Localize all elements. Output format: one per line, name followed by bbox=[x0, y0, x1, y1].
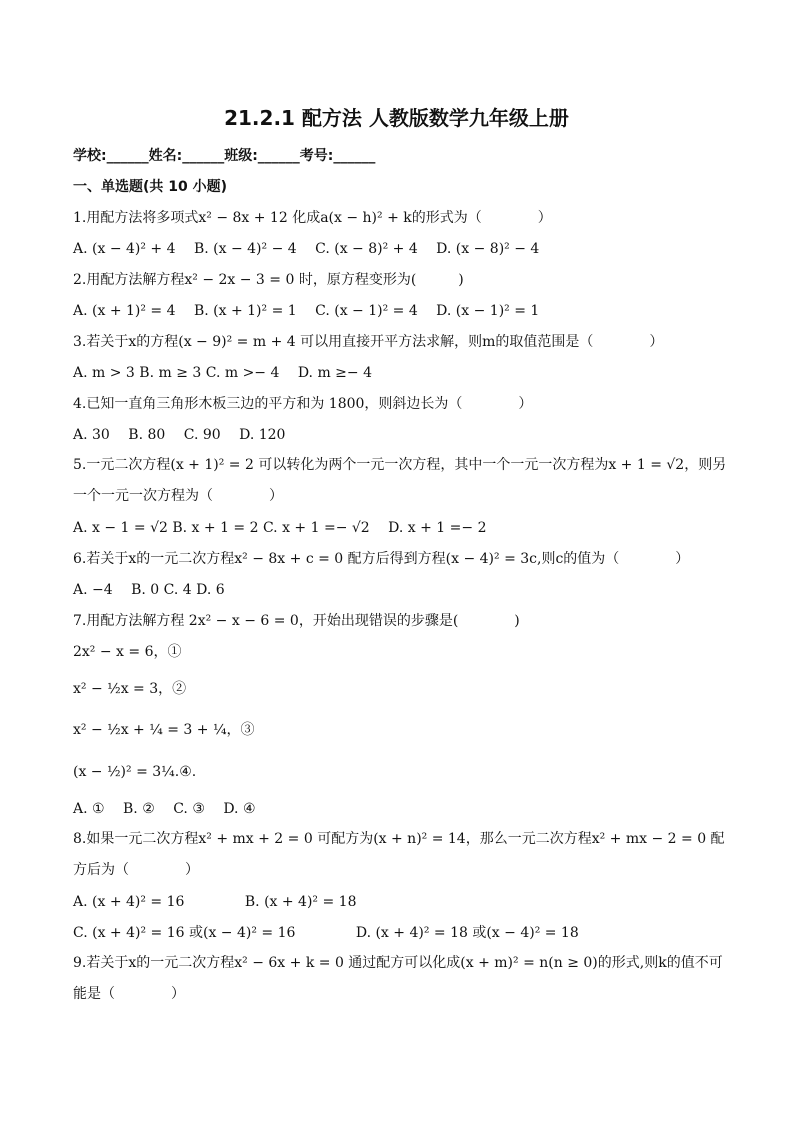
question-4-options: A. 30 B. 80 C. 90 D. 120 bbox=[73, 427, 286, 443]
question-7-step-2: x² − ½x = 3，② bbox=[73, 681, 187, 697]
question-6-options: A. −4 B. 0 C. 4 D. 6 bbox=[73, 582, 225, 598]
question-2-options: A. (x + 1)² = 4 B. (x + 1)² = 1 C. (x − 1)² = 4 D. (x − 1)² = 1 bbox=[73, 303, 540, 319]
question-8-options-row-2: C. (x + 4)² = 16 或(x − 4)² = 16 D. (x + 4)² = 18 或(x − 4)² = 18 bbox=[73, 925, 579, 941]
page-title: 21.2.1 配方法 人教版数学九年级上册 bbox=[224, 106, 569, 130]
question-8-options-row-1: A. (x + 4)² = 16 B. (x + 4)² = 18 bbox=[73, 894, 357, 910]
question-1-options: A. (x − 4)² + 4 B. (x − 4)² − 4 C. (x − 8)² + 4 D. (x − 8)² − 4 bbox=[73, 241, 540, 257]
student-info-line: 学校:______姓名:______班级:______考号:______ bbox=[73, 148, 376, 164]
question-7-options: A. ① B. ② C. ③ D. ④ bbox=[73, 801, 256, 817]
question-5-stem: 5.一元二次方程(x + 1)² = 2 可以转化为两个一元一次方程，其中一个一元一次方程为x + 1 = √2，则另一个一元一次方程为（ ） bbox=[73, 457, 727, 504]
question-7-stem: 7.用配方法解方程 2x² − x − 6 = 0，开始出现错误的步骤是( ) bbox=[73, 613, 520, 629]
section-heading: 一、单选题(共 10 小题) bbox=[73, 179, 228, 195]
question-1-stem: 1.用配方法将多项式x² − 8x + 12 化成a(x − h)² + k的形式为（ ） bbox=[73, 210, 552, 226]
question-3-options: A. m > 3 B. m ≥ 3 C. m >− 4 D. m ≥− 4 bbox=[73, 365, 373, 381]
question-4-stem: 4.已知一直角三角形木板三边的平方和为 1800，则斜边长为（ ） bbox=[73, 396, 533, 412]
question-9-stem: 9.若关于x的一元二次方程x² − 6x + k = 0 通过配方可以化成(x + m)² = n(n ≥ 0)的形式,则k的值不可能是（ ） bbox=[73, 955, 723, 1002]
question-7-step-1: 2x² − x = 6，① bbox=[73, 644, 182, 660]
question-2-stem: 2.用配方法解方程x² − 2x − 3 = 0 时，原方程变形为( ) bbox=[73, 272, 464, 288]
question-7-step-3: x² − ½x + ¼ = 3 + ¼，③ bbox=[73, 722, 255, 738]
question-6-stem: 6.若关于x的一元二次方程x² − 8x + c = 0 配方后得到方程(x − 4)² = 3c,则c的值为（ ） bbox=[73, 551, 690, 567]
question-5-options: A. x − 1 = √2 B. x + 1 = 2 C. x + 1 =− √2 D. x + 1 =− 2 bbox=[73, 520, 487, 536]
question-8-stem: 8.如果一元二次方程x² + mx + 2 = 0 可配方为(x + n)² = 14，那么一元二次方程x² + mx − 2 = 0 配方后为（ ） bbox=[73, 831, 725, 878]
question-3-stem: 3.若关于x的方程(x − 9)² = m + 4 可以用直接开平方法求解，则m的取值范围是（ ） bbox=[73, 334, 664, 350]
question-7-step-4: (x − ½)² = 3¼.④. bbox=[73, 764, 197, 780]
